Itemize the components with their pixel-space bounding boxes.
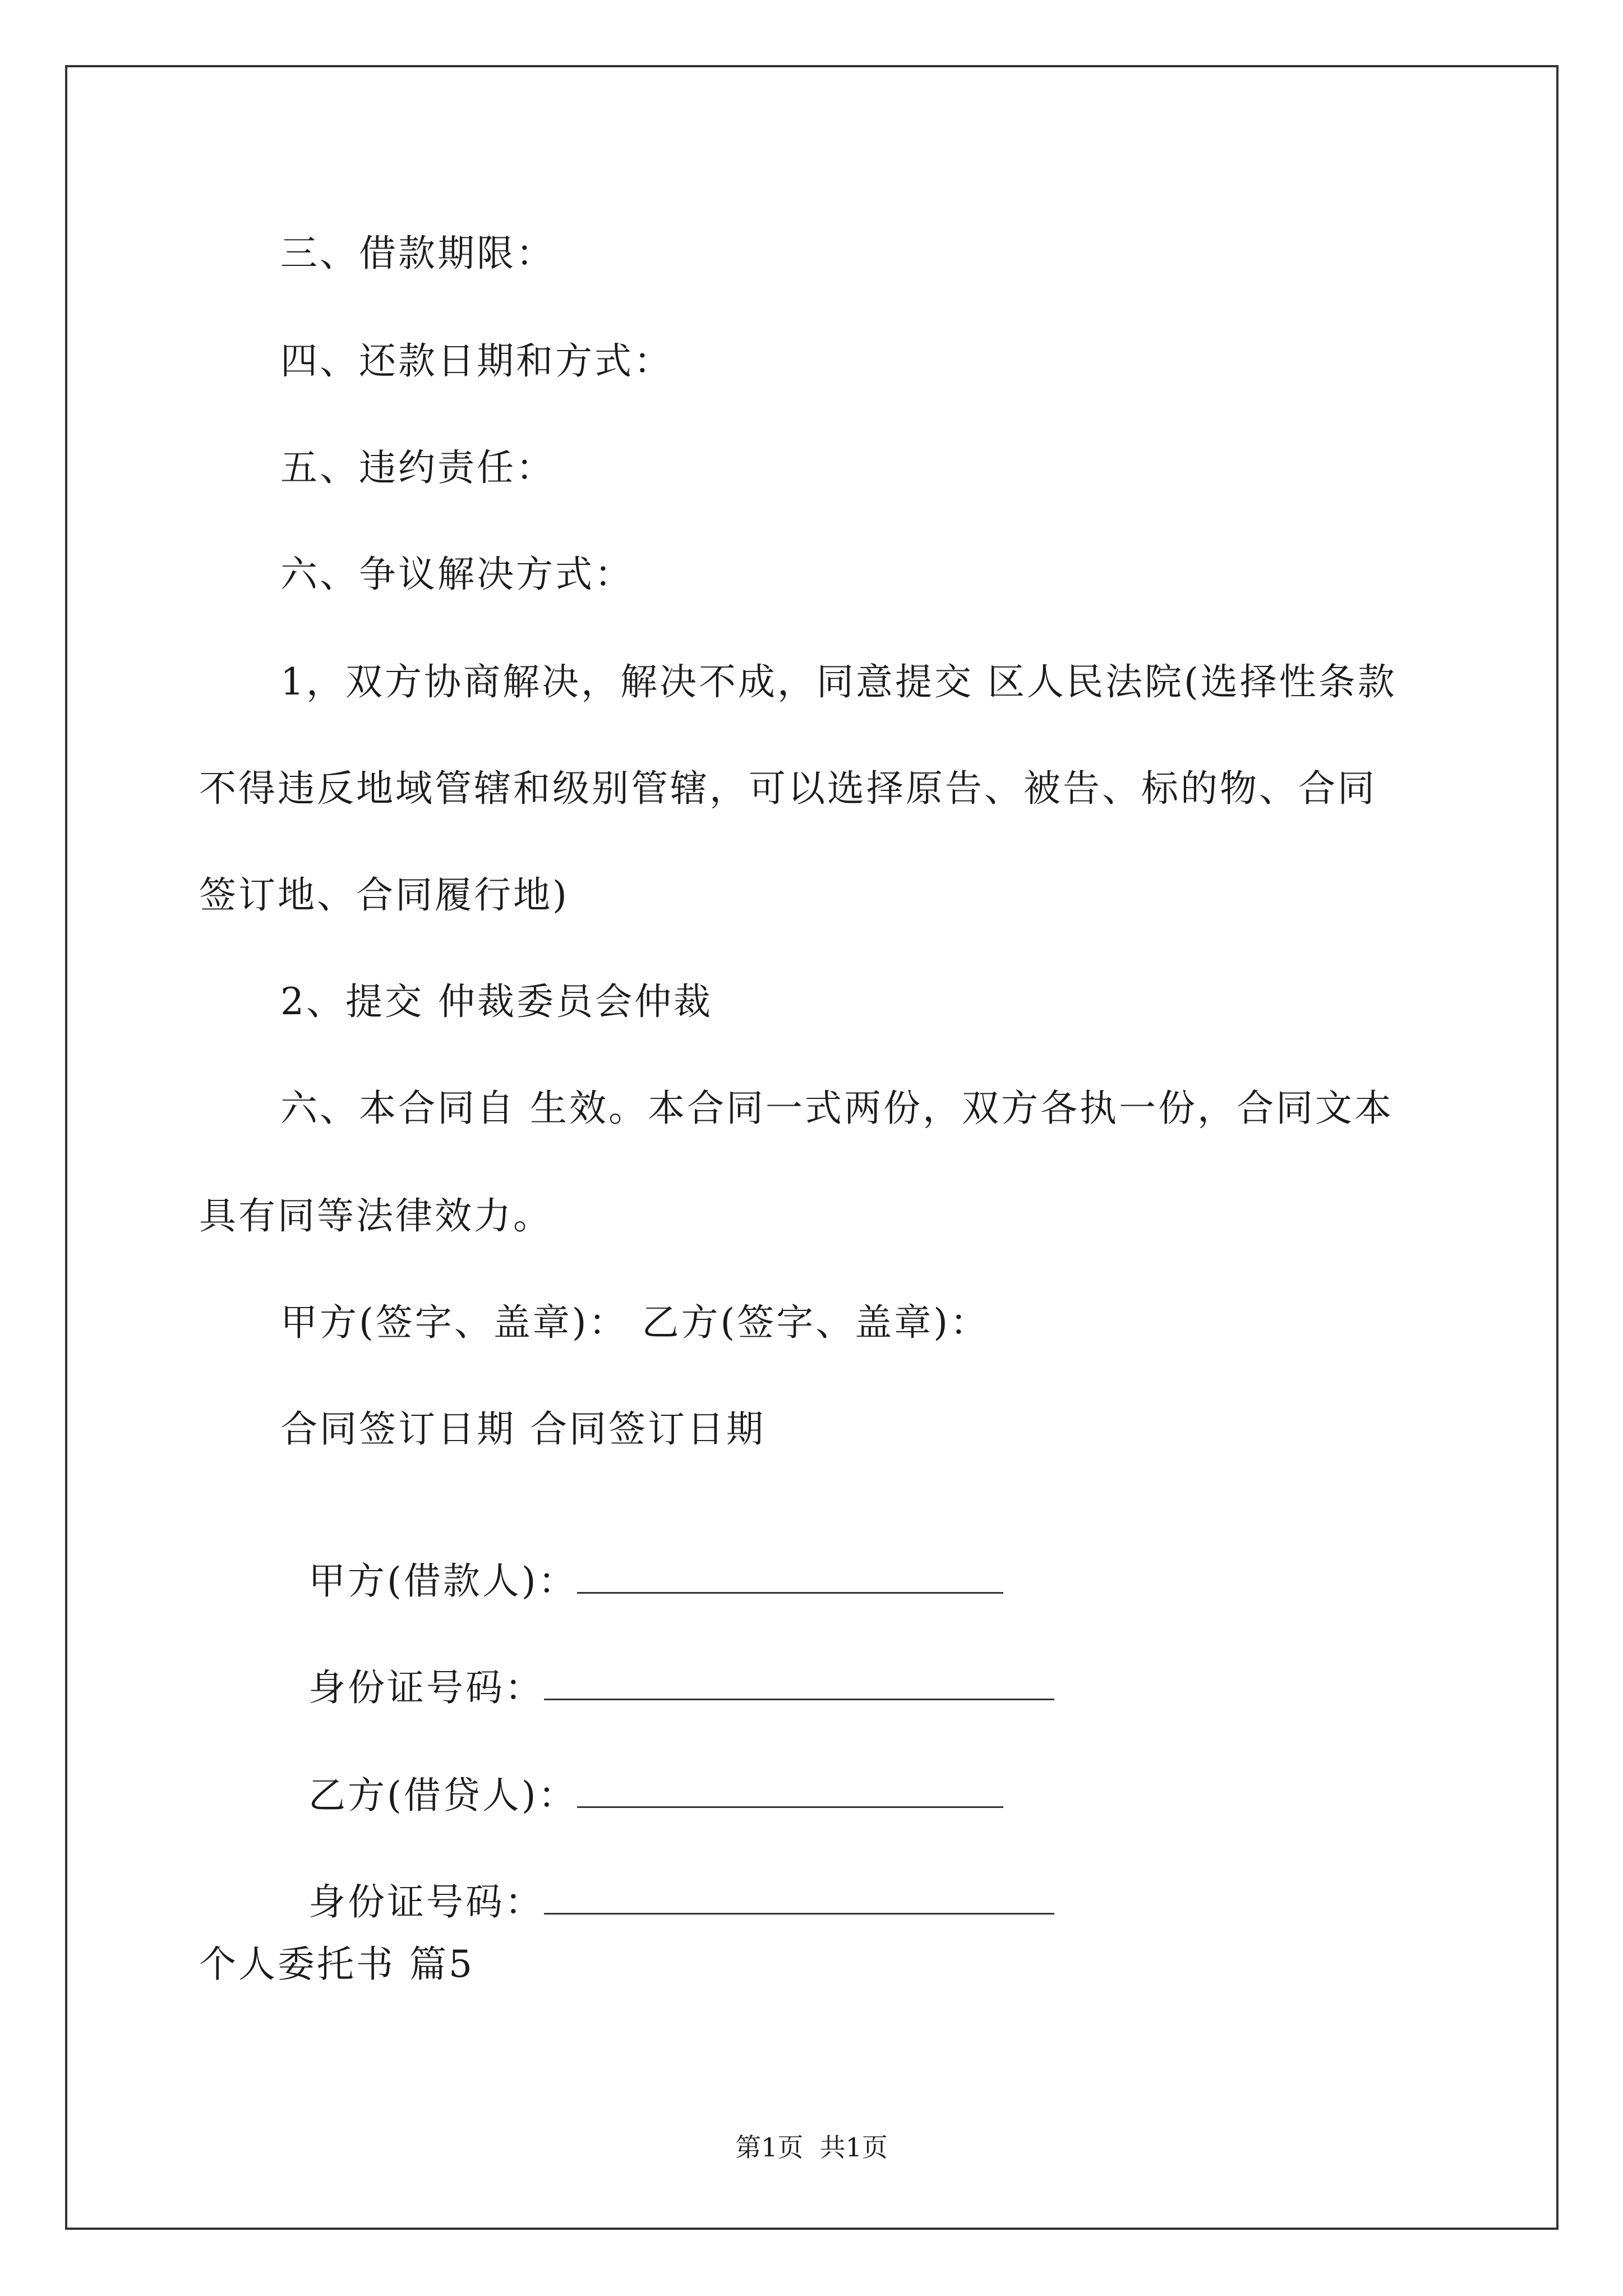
party-b-lender-label: 乙方(借贷人)： [308,1774,578,1817]
party-a-id-label: 身份证号码： [308,1666,544,1709]
clause-4-repayment: 四、还款日期和方式： [280,339,673,383]
party-b-id-blank[interactable] [544,1879,1054,1915]
dispute-option-1-line-3: 签订地、合同履行地) [199,873,569,917]
party-a-id-field [280,1620,1054,1710]
party-b-id-label: 身份证号码： [308,1880,544,1924]
party-b-id-field [280,1834,1054,1925]
clause-3-loan-term: 三、借款期限： [280,232,555,275]
party-a-borrower-blank[interactable] [577,1558,1003,1594]
section-title: 个人委托书 篇5 [199,1943,474,1986]
dispute-option-1-line-2: 不得违反地域管辖和级别管辖，可以选择原告、被告、标的物、合同 [199,767,1377,810]
signature-line: 甲方(签字、盖章)： 乙方(签字、盖章)： [280,1301,989,1344]
dispute-option-2: 2、提交 仲裁委员会仲裁 [280,980,713,1023]
dispute-option-1-line-1: 1，双方协商解决，解决不成，同意提交 区人民法院(选择性条款 [280,660,1397,703]
effectiveness-line-1: 六、本合同自 生效。本合同一式两份，双方各执一份，合同文本 [280,1087,1394,1130]
party-a-id-blank[interactable] [544,1665,1054,1700]
clause-6-dispute: 六、争议解决方式： [280,553,634,596]
party-a-borrower-label: 甲方(借款人)： [308,1559,578,1603]
effectiveness-line-2: 具有同等法律效力。 [199,1194,552,1237]
signing-date-line: 合同签订日期 合同签订日期 [280,1407,766,1451]
party-a-borrower-field [280,1513,1003,1604]
party-b-lender-field [280,1728,1003,1818]
clause-5-liability: 五、违约责任： [280,446,555,489]
page-number-footer: 第1页 共1页 [735,2132,888,2162]
party-b-lender-blank[interactable] [577,1773,1003,1808]
